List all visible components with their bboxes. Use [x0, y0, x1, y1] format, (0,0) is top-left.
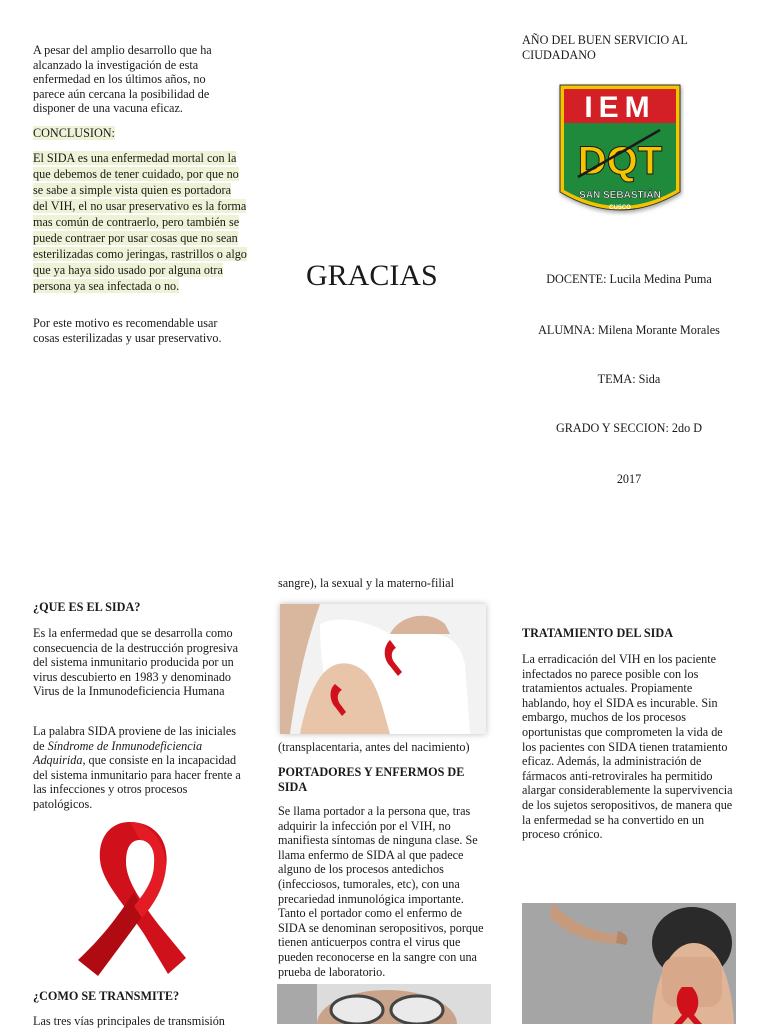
logo-city-text: CUSCO: [609, 205, 631, 211]
intro-paragraph: A pesar del amplio desarrollo que ha alcanzado la investigación de esta enfermedad en los últimos años, no parece aún cercana la posibilidad de disponer de una vacuna eficaz.: [33, 43, 212, 116]
transmit-heading: ¿COMO SE TRANSMITE?: [33, 989, 180, 1003]
alumna-line: ALUMNA: Milena Morante Morales: [538, 323, 720, 337]
photo-caption: (transplacentaria, antes del nacimiento): [278, 740, 470, 754]
docente-line: DOCENTE: Lucila Medina Puma: [546, 272, 712, 286]
logo-middle-text: DQT: [577, 139, 663, 183]
year-line: 2017: [616, 472, 642, 486]
school-logo: [556, 82, 684, 228]
acronym-paragraph: La palabra SIDA proviene de las iniciales de Síndrome de Inmunodeficiencia Adquirida, que consiste en la incapacidad del sistema inmunitario para hacer frente a las infecciones y otros procesos patológicos.: [33, 724, 241, 811]
thanks-title: GRACIAS: [306, 259, 438, 292]
carriers-heading: PORTADORES Y ENFERMOS DE SIDA: [278, 765, 465, 794]
what-is-heading: ¿QUE ES EL SIDA?: [33, 600, 141, 614]
grado-line: GRADO Y SECCION: 2do D: [555, 421, 703, 435]
recommendation-paragraph: Por este motivo es recomendable usar cosas esterilizadas y usar preservativo.: [33, 316, 222, 345]
logo-bottom-text: SAN SEBASTIÁN: [579, 190, 661, 201]
lab-photo: [277, 984, 491, 1024]
stigma-photo: [522, 903, 736, 1024]
tema-line: TEMA: Sida: [597, 372, 661, 386]
logo-top-text: IEM: [584, 91, 656, 124]
conclusion-body: El SIDA es una enfermedad mortal con la que debemos de tener cuidado, por que no se sabe a simple vista quien es portadora del VIH, el no usar preservativo es la forma mas común de contraerlo, pero también se puede contraer por usar cosas que no sean esterilizadas como jeringas, rastrillos o algo que ya haya sido usado por alguna otra persona ya sea infectada o no.: [33, 151, 247, 293]
conclusion-heading: CONCLUSION:: [33, 126, 115, 140]
treatment-body: La erradicación del VIH en los paciente infectados no parece posible con los tratamientos actuales. Propiamente hablando, hoy el SIDA es incurable. Sin embargo, muchos de los procesos oportunistas que comprometen la vida de los pacientes con SIDA tienen tratamiento eficaz. Además, la administración de fármacos anti-retrovirales ha permitido alargar considerablemente la supervivencia de los sujetos seropositivos, de manera que la enfermedad se ha convertido en un proceso crónico.: [522, 652, 733, 842]
carriers-body: Se llama portador a la persona que, tras adquirir la infección por el VIH, no manifiesta síntomas de ninguna clase. Se llama enfermo de SIDA al que padece alguno de los procesos antedichos (infecciosos, tumorales, etc), con una precariedad inmunológica importante. Tanto el portador como el enfermo de SIDA se denominan seropositivos, porque tienen anticuerpos contra el virus que pueden reconocerse en la sangre con una prueba de laboratorio.: [278, 804, 484, 979]
transmit-body: Las tres vías principales de transmisión: [33, 1014, 225, 1028]
transmission-continuation: sangre), la sexual y la materno-filial: [278, 576, 454, 590]
year-motto: AÑO DEL BUEN SERVICIO AL CIUDADANO: [522, 33, 688, 62]
ribbon-photo: [280, 604, 486, 734]
red-ribbon-illustration: [70, 818, 190, 978]
treatment-heading: TRATAMIENTO DEL SIDA: [522, 626, 674, 640]
what-is-body: Es la enfermedad que se desarrolla como consecuencia de la destrucción progresiva del sistema inmunitario producida por un virus descubierto en 1983 y denominado Virus de la Inmunodeficiencia Humana: [33, 626, 239, 699]
